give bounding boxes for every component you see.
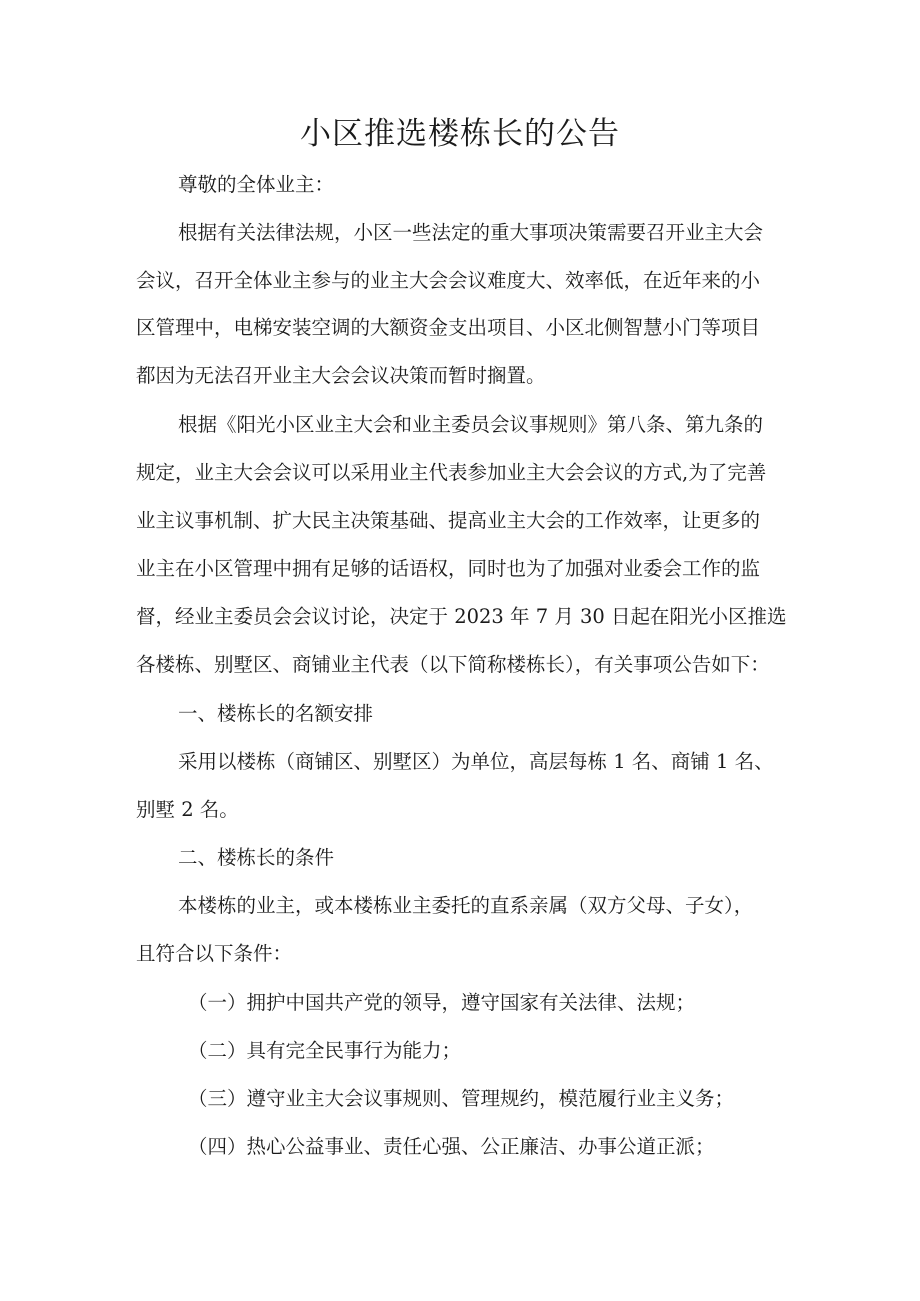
paragraph-line: 且符合以下条件：: [136, 942, 293, 965]
paragraph-line: 别墅 2 名。: [136, 798, 239, 821]
paragraph-line: 都因为无法召开业主大会会议决策而暂时搁置。: [136, 364, 546, 387]
condition-item: （一）拥护中国共产党的领导，遵守国家有关法律、法规；: [188, 991, 696, 1014]
paragraph-line: 各楼栋、别墅区、商铺业主代表（以下简称楼栋长），有关事项公告如下：: [136, 653, 770, 676]
page-title: 小区推选楼栋长的公告: [300, 116, 620, 152]
paragraph-line: 会议，召开全体业主参与的业主大会会议难度大、效率低，在近年来的小: [136, 269, 761, 292]
salutation: 尊敬的全体业主：: [178, 173, 335, 196]
paragraph-line: 采用以楼栋（商铺区、别墅区）为单位，高层每栋 1 名、商铺 1 名、: [178, 750, 774, 773]
condition-item: （四）热心公益事业、责任心强、公正廉洁、办事公道正派；: [188, 1135, 715, 1158]
condition-item: （二）具有完全民事行为能力；: [188, 1039, 462, 1062]
condition-item: （三）遵守业主大会议事规则、管理规约，模范履行业主义务；: [188, 1087, 735, 1110]
paragraph-line: 根据《阳光小区业主大会和业主委员会议事规则》第八条、第九条的: [178, 413, 764, 436]
paragraph-line: 区管理中，电梯安装空调的大额资金支出项目、小区北侧智慧小门等项目: [136, 316, 761, 339]
section-heading: 一、楼栋长的名额安排: [178, 702, 374, 725]
paragraph-line: 业主议事机制、扩大民主决策基础、提高业主大会的工作效率，让更多的: [136, 509, 761, 532]
paragraph-line: 根据有关法律法规，小区一些法定的重大事项决策需要召开业主大会: [178, 221, 764, 244]
section-heading: 二、楼栋长的条件: [178, 846, 335, 869]
paragraph-line: 本楼栋的业主，或本楼栋业主委托的直系亲属（双方父母、子女），: [178, 894, 754, 917]
paragraph-line: 规定，业主大会会议可以采用业主代表参加业主大会会议的方式,为了完善: [136, 461, 767, 484]
paragraph-line: 业主在小区管理中拥有足够的话语权，同时也为了加强对业委会工作的监: [136, 557, 761, 580]
paragraph-line: 督，经业主委员会会议讨论，决定于 2023 年 7 月 30 日起在阳光小区推选: [136, 605, 787, 628]
